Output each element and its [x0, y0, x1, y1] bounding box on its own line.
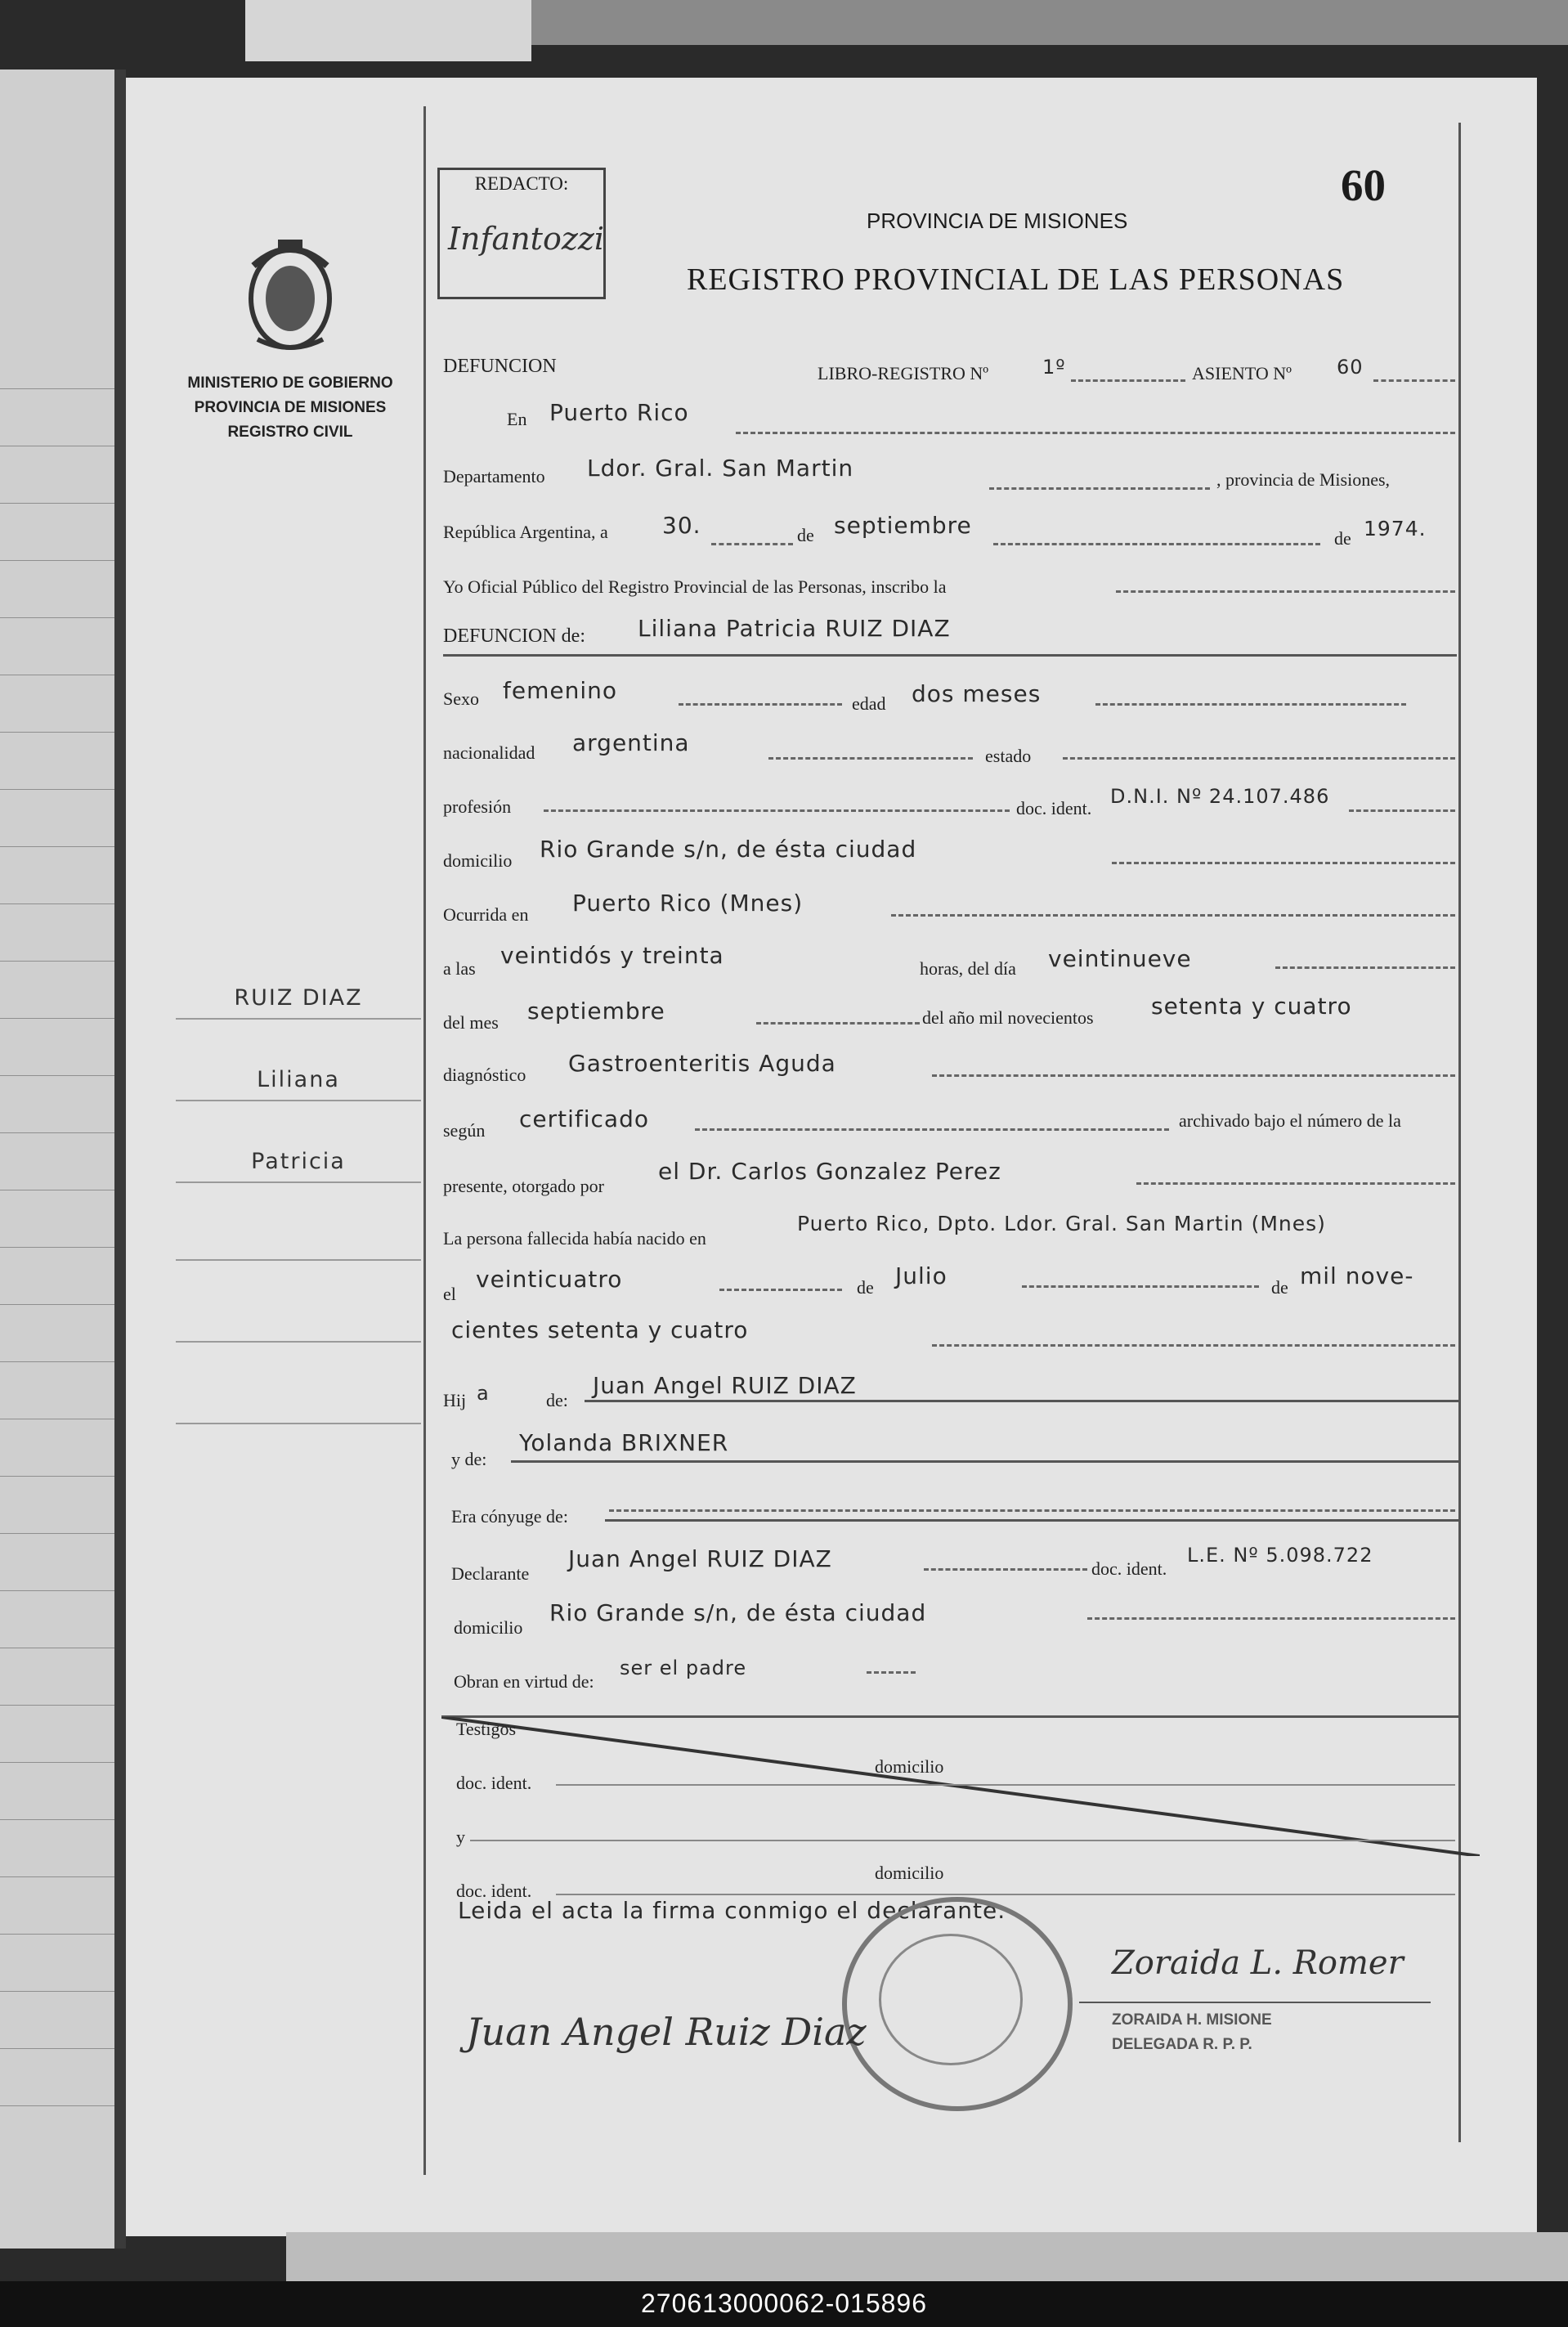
book-cover-edge [531, 0, 1568, 45]
fill-line [1063, 757, 1455, 760]
ruled-line [0, 1132, 114, 1133]
page-number: 60 [1341, 160, 1386, 210]
fill-line [932, 1344, 1455, 1347]
libro-label: LIBRO-REGISTRO Nº [818, 363, 989, 383]
nac-anio2-value: cientes setenta y cuatro [451, 1316, 749, 1343]
provincia-label: , provincia de Misiones, [1216, 469, 1391, 490]
top-page-edge [245, 0, 531, 61]
doc-ident-label: doc. ident. [1016, 798, 1092, 818]
diagnostico-value: Gastroenteritis Aguda [568, 1050, 836, 1077]
nacido-label: La persona fallecida había nacido en [443, 1228, 706, 1249]
de-label: de [797, 525, 814, 545]
de-year-label: de [1334, 528, 1351, 549]
ruled-line [0, 617, 114, 618]
fill-line [695, 1128, 1169, 1131]
ruled-line [0, 789, 114, 790]
coat-of-arms-icon [237, 233, 343, 356]
ruled-line [0, 2048, 114, 2049]
official-stamp-name: ZORAIDA H. MISIONE [1112, 2011, 1272, 2029]
month-value: septiembre [834, 512, 972, 539]
fill-line [719, 1289, 842, 1291]
ruled-line [0, 1876, 114, 1877]
ruled-line [0, 846, 114, 847]
obran-value: ser el padre [620, 1657, 747, 1679]
en-label: En [507, 409, 527, 429]
deceased-name: Liliana Patricia RUIZ DIAZ [638, 615, 951, 642]
edad-label: edad [852, 693, 886, 714]
nac-anio1-value: mil nove- [1300, 1262, 1414, 1289]
fill-line [556, 1894, 1455, 1895]
declarante-domicilio-value: Rio Grande s/n, de ésta ciudad [549, 1599, 927, 1626]
anio-texto-value: setenta y cuatro [1151, 993, 1352, 1020]
ruled-line [0, 1361, 114, 1362]
fill-line [1275, 966, 1455, 969]
departamento-label: Departamento [443, 466, 545, 486]
redacto-label: REDACTO: [474, 173, 569, 194]
closing-statement: Leida el acta la firma conmigo el declarante. [458, 1897, 1006, 1924]
left-page [0, 69, 114, 2249]
mother-name: Yolanda BRIXNER [519, 1429, 729, 1456]
underline [511, 1460, 1459, 1463]
ruled-line [0, 560, 114, 561]
margin-rule [176, 1341, 421, 1343]
day-value: 30. [662, 512, 701, 539]
bottom-page-edge [286, 2232, 1568, 2281]
fill-line [1087, 1617, 1455, 1620]
margin-rule [176, 1259, 421, 1261]
declarant-name: Juan Angel RUIZ DIAZ [568, 1545, 832, 1572]
fill-line [989, 487, 1210, 490]
ruled-line [0, 961, 114, 962]
registry-title: REGISTRO PROVINCIAL DE LAS PERSONAS [687, 262, 1345, 297]
asiento-value: 60 [1337, 356, 1364, 379]
hijo-de-label: de: [546, 1390, 568, 1410]
place-value: Puerto Rico [549, 399, 689, 426]
ruled-line [0, 1304, 114, 1305]
ocurrida-value: Puerto Rico (Mnes) [572, 890, 804, 917]
fill-line [556, 1784, 1455, 1786]
margin-rule [176, 1100, 421, 1101]
underline [605, 1519, 1459, 1522]
profesion-label: profesión [443, 796, 512, 817]
margin-second-name: Patricia [251, 1149, 346, 1174]
ruled-line [0, 1476, 114, 1477]
mes-muerte-value: septiembre [527, 998, 665, 1025]
segun-label: según [443, 1120, 486, 1141]
fill-line [924, 1568, 1087, 1571]
testigos-label: Testigos [456, 1719, 517, 1739]
fill-line [470, 1840, 1455, 1841]
domicilio-value: Rio Grande s/n, de ésta ciudad [540, 836, 917, 863]
testigo-domicilio-1-label: domicilio [875, 1756, 944, 1777]
fill-line [679, 703, 842, 706]
fill-line [1071, 379, 1185, 382]
testigo-domicilio-2-label: domicilio [875, 1863, 944, 1883]
cancel-diagonal [441, 1717, 1480, 1856]
fill-line [1095, 703, 1406, 706]
ruled-line [0, 503, 114, 504]
nac-dia-value: veinticuatro [476, 1266, 623, 1293]
y-de-label: y de: [451, 1449, 487, 1469]
testigo-y-label: y [456, 1827, 465, 1847]
official-signature: Zoraida L. Romer [1112, 1944, 1404, 1982]
margin-surname: RUIZ DIAZ [234, 985, 363, 1011]
province-title: PROVINCIA DE MISIONES [867, 208, 1128, 233]
nac-de-label: de [857, 1277, 874, 1298]
fill-line [768, 757, 973, 760]
year-value: 1974. [1364, 517, 1427, 540]
doc-ident-value: D.N.I. Nº 24.107.486 [1110, 785, 1330, 808]
hijo-suffix: a [477, 1382, 490, 1405]
declarante-doc-label: doc. ident. [1091, 1558, 1167, 1579]
book-spine [114, 69, 126, 2249]
margin-rule [176, 1423, 421, 1424]
estado-label: estado [985, 746, 1032, 766]
fill-line [736, 432, 1455, 434]
nac-de2-label: de [1271, 1277, 1288, 1298]
ruled-line [0, 1819, 114, 1820]
declarante-domicilio-label: domicilio [454, 1617, 523, 1638]
ruled-line [0, 1018, 114, 1019]
ruled-line [0, 2105, 114, 2106]
act-type-label: DEFUNCION [443, 356, 557, 377]
sexo-label: Sexo [443, 688, 479, 709]
ministry-line-2: PROVINCIA DE MISIONES [194, 399, 387, 416]
declarant-signature: Juan Angel Ruiz Diaz [466, 2010, 867, 2054]
image-code: 270613000062-015896 [641, 2289, 927, 2318]
testigo-doc-2-label: doc. ident. [456, 1881, 532, 1901]
defuncion-de-label: DEFUNCION de: [443, 625, 585, 647]
margin-first-name: Liliana [257, 1067, 340, 1092]
fill-line [544, 809, 1010, 812]
libro-value: 1º [1042, 356, 1066, 379]
ruled-line [0, 732, 114, 733]
nacionalidad-value: argentina [572, 729, 690, 756]
ruled-line [0, 1247, 114, 1248]
ruled-line [0, 1934, 114, 1935]
registry-stamp-inner [879, 1934, 1023, 2065]
fill-line [1373, 379, 1455, 382]
fill-line [1116, 590, 1455, 593]
diagnostico-label: diagnóstico [443, 1065, 526, 1085]
ruled-line [0, 1590, 114, 1591]
ruled-line [0, 903, 114, 904]
underline [585, 1400, 1459, 1402]
dia-texto-value: veintinueve [1048, 945, 1192, 972]
domicilio-label: domicilio [443, 850, 513, 871]
del-mes-label: del mes [443, 1012, 499, 1033]
hijo-label: Hij [443, 1390, 467, 1410]
a-las-label: a las [443, 958, 476, 979]
asiento-label: ASIENTO Nº [1192, 363, 1292, 383]
testigo-doc-1-label: doc. ident. [456, 1773, 532, 1793]
anio-mil-label: del año mil novecientos [922, 1007, 1094, 1028]
fill-line [891, 914, 1455, 917]
ruled-line [0, 1991, 114, 1992]
fill-line [1112, 862, 1455, 864]
official-stamp-title: DELEGADA R. P. P. [1112, 2036, 1252, 2053]
margin-rule [176, 1018, 421, 1020]
fill-line [756, 1022, 920, 1025]
fill-line [867, 1671, 916, 1674]
segun-value: certificado [519, 1105, 649, 1132]
declarante-doc-value: L.E. Nº 5.098.722 [1187, 1544, 1373, 1567]
hora-value: veintidós y treinta [500, 942, 724, 969]
signature-line [1079, 2002, 1431, 2003]
margin-rule [176, 1181, 421, 1183]
ocurrida-label: Ocurrida en [443, 904, 529, 925]
fill-line [1136, 1182, 1455, 1185]
fill-line [932, 1074, 1455, 1077]
medico-value: el Dr. Carlos Gonzalez Perez [658, 1158, 1001, 1185]
el-label: el [443, 1284, 456, 1304]
fill-line [993, 543, 1320, 545]
ruled-line [0, 1705, 114, 1706]
ministry-line-3: REGISTRO CIVIL [227, 424, 353, 441]
form-left-border [423, 106, 426, 2175]
nacido-value: Puerto Rico, Dpto. Ldor. Gral. San Martin (Mnes) [797, 1212, 1326, 1235]
fill-line [1022, 1285, 1259, 1288]
horas-label: horas, del día [920, 958, 1016, 979]
fill-line [609, 1509, 1455, 1512]
redacto-signature: Infantozzi [448, 221, 605, 257]
obran-label: Obran en virtud de: [454, 1671, 594, 1692]
nacionalidad-label: nacionalidad [443, 742, 535, 763]
conyuge-label: Era cónyuge de: [451, 1506, 568, 1527]
ruled-line [0, 1762, 114, 1763]
ruled-line [0, 1533, 114, 1534]
father-name: Juan Angel RUIZ DIAZ [593, 1372, 857, 1399]
sexo-value: femenino [503, 677, 617, 704]
underline [443, 654, 1457, 657]
fill-line [1349, 809, 1455, 812]
nac-mes-value: Julio [895, 1262, 948, 1289]
presente-label: presente, otorgado por [443, 1176, 604, 1196]
republica-label: República Argentina, a [443, 522, 608, 542]
archivado-label: archivado bajo el número de la [1179, 1110, 1401, 1131]
ruled-line [0, 388, 114, 389]
departamento-value: Ldor. Gral. San Martin [587, 455, 854, 482]
ruled-line [0, 1075, 114, 1076]
fill-line [711, 543, 793, 545]
oficial-statement: Yo Oficial Público del Registro Provincial de las Personas, inscribo la [443, 576, 947, 597]
edad-value: dos meses [912, 680, 1042, 707]
declarante-label: Declarante [451, 1563, 530, 1584]
ministry-line-1: MINISTERIO DE GOBIERNO [187, 374, 393, 392]
